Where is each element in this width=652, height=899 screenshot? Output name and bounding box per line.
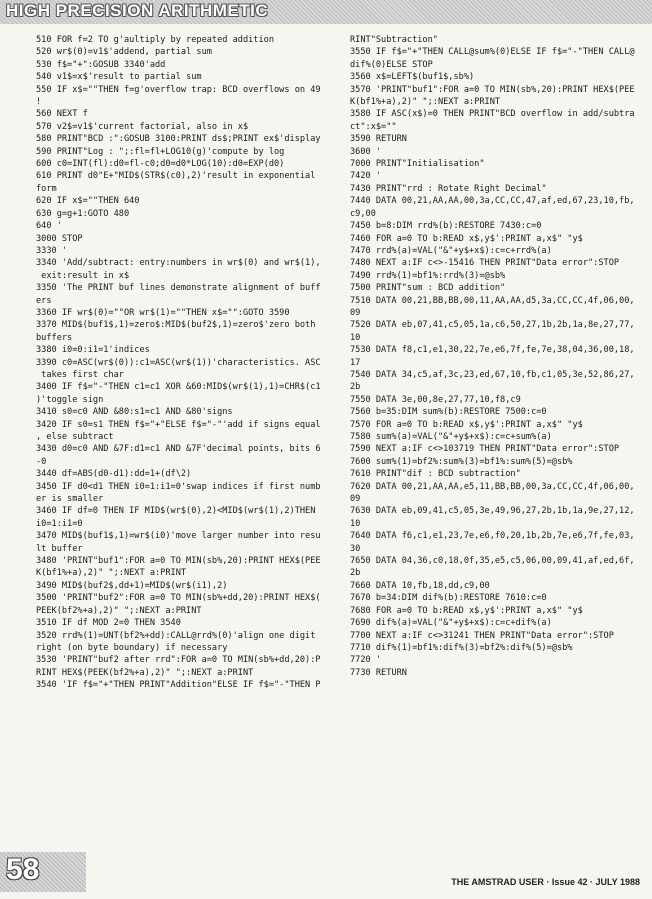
code-line: 7510 DATA 00,21,BB,BB,00,11,AA,AA,d5,3a,CC,CC,4f,06,00, [350,295,635,306]
code-line: 3480 'PRINT"buf1":FOR a=0 TO MIN(sb%,20):PRINT HEX$(PEE [36,556,321,567]
code-line: dif%(0)ELSE STOP [350,59,433,70]
code-line: 7530 DATA f8,c1,e1,30,22,7e,e6,7f,fe,7e,38,04,36,00,18, [350,345,635,356]
code-line: 3370 MID$(buf1$,1)=zero$:MID$(buf2$,1)=zero$'zero both [36,320,316,331]
code-line: 3530 'PRINT"buf2 after rrd":FOR a=0 TO MIN(sb%+dd,20):P [36,655,321,666]
code-line: 09 [350,494,361,505]
code-line: 7480 NEXT a:IF c<>-15416 THEN PRINT"Data error":STOP [350,258,620,269]
code-line: 7430 PRINT"rrd : Rotate Right Decimal" [350,183,547,194]
code-line: 3600 ' [350,146,382,157]
code-line: 640 ' [36,221,62,232]
code-line: 7420 ' [350,171,382,182]
code-line: 590 PRINT"Log : ";:fl=fl+LOG10(g)'compute by log [36,146,285,157]
code-line: 3450 IF d0<d1 THEN i0=1:i1=0'swap indices if first numb [36,481,321,492]
code-line: 510 FOR f=2 TO g'aultiply by repeated addition [36,35,274,45]
code-line: 7460 FOR a=0 TO b:READ x$,y$':PRINT a,x$" "y$ [350,233,583,244]
code-line: -0 [36,456,47,467]
code-line: right (on byte boundary) if necessary [36,642,228,653]
code-line: 3340 'Add/subtract: entry:numbers in wr$(0) and wr$(1), [36,258,321,269]
code-line: 7670 b=34:DIM dif%(b):RESTORE 7610:c=0 [350,593,547,604]
code-line: 3420 IF s0=s1 THEN f$="+"ELSE f$="-"'add if signs equal [36,419,321,430]
code-line: 3380 i0=0:i1=1'indices [36,345,150,356]
code-line: 7630 DATA eb,09,41,c5,05,3e,49,96,27,2b,1b,1a,9e,27,12, [350,506,635,517]
code-line: K(bf1%+a),2)" ";:NEXT a:PRINT [36,568,187,579]
code-line: 3430 d0=c0 AND &7F:d1=c1 AND &7F'decimal points, bits 6 [36,444,321,455]
code-line: 7730 RETURN [350,667,407,678]
code-line: 7600 sum%(1)=bf2%:sum%(3)=bf1%:sum%(5)=@sb% [350,456,573,467]
code-line: exit:result in x$ [36,270,130,281]
page-number: 58 [6,853,40,886]
code-line: 3330 ' [36,245,68,256]
listing-column-left [36,34,336,692]
code-line: 610 PRINT d0"E+"MID$(STR$(c0),2)'result in exponential [36,171,316,182]
code-line: 7550 DATA 3e,00,8e,27,77,10,f8,c9 [350,394,521,405]
code-line: , else subtract [36,432,114,442]
code-line: 620 IF x$=""THEN 640 [36,196,140,207]
code-line: ers [36,295,52,306]
code-line: 7640 DATA f6,c1,e1,23,7e,e6,f0,20,1b,2b,7e,e6,7f,fe,03, [350,531,635,542]
code-line: 7450 b=8:DIM rrd%(b):RESTORE 7430:c=0 [350,221,542,232]
code-line: 3540 'IF f$="+"THEN PRINT"Addition"ELSE IF f$="-"THEN P [36,680,321,691]
code-line: 7700 NEXT a:IF c<>31241 THEN PRINT"Data error":STOP [350,630,614,641]
code-line: 570 v2$=v1$'current factorial, also in x$ [36,121,249,132]
code-line: lt buffer [36,543,83,554]
code-line: 7000 PRINT"Initialisation" [350,159,485,170]
code-line: 3460 IF df=0 THEN IF MID$(wr$(0),2)<MID$(wr$(1),2)THEN [36,506,316,517]
code-line: 7660 DATA 10,fb,18,dd,c9,00 [350,580,490,591]
code-line: ! [36,97,42,108]
code-line: 7540 DATA 34,c5,af,3c,23,ed,67,10,fb,c1,05,3e,52,86,27, [350,369,635,380]
code-line: 3470 MID$(buf1$,1)=wr$(i0)'move larger number into resu [36,531,321,542]
code-line: 630 g=g+1:GOTO 480 [36,208,130,219]
code-line: 550 IF x$=""THEN f=g'overflow trap: BCD overflows on 49 [36,84,321,95]
code-line: 3570 'PRINT"buf1":FOR a=0 TO MIN(sb%,20):PRINT HEX$(PEE [350,84,635,95]
code-line: 2b [350,568,361,579]
code-line: 3410 s0=c0 AND &80:s1=c1 AND &80'signs [36,407,233,418]
code-line: 540 v1$=x$'result to partial sum [36,72,202,83]
code-line: 3560 x$=LEFT$(buf1$,sb%) [350,72,475,83]
code-line: 7470 rrd%(a)=VAL("&"+y$+x$):c=c+rrd%(a) [350,245,552,256]
code-line: 3520 rrd%(1)=UNT(bf2%+dd):CALL@rrd%(0)'align one digit [36,630,316,641]
code-line: 09 [350,307,361,318]
code-line: 10 [350,332,361,343]
code-line: ct":x$="" [350,121,397,132]
code-line: PEEK(bf2%+a),2)" ";:NEXT a:PRINT [36,605,202,616]
code-line: 3360 IF wr$(0)=""OR wr$(1)=""THEN x$="":GOTO 3590 [36,307,290,318]
code-line: 530 f$="+":GOSUB 3340'add [36,59,166,70]
code-line: 3590 RETURN [350,134,407,145]
code-line: 7500 PRINT"sum : BCD addition" [350,283,506,294]
code-line: 3490 MID$(buf2$,dd+1)=MID$(wr$(i1),2) [36,580,228,591]
code-line: 10 [350,518,361,529]
code-line: 17 [350,357,361,368]
code-line: 30 [350,543,361,554]
code-line: 7560 b=35:DIM sum%(b):RESTORE 7500:c=0 [350,407,547,418]
code-line: 3390 c0=ASC(wr$(0)):c1=ASC(wr$(1))'characteristics. ASC [36,357,321,368]
code-line: 3580 IF ASC(x$)=0 THEN PRINT"BCD overflow in add/subtra [350,109,635,120]
publication-footer: THE AMSTRAD USER · Issue 42 · JULY 1988 [451,877,640,887]
code-line: c9,00 [350,208,376,219]
code-line: 7570 FOR a=0 TO b:READ x$,y$':PRINT a,x$" "y$ [350,419,583,430]
code-line: 7710 dif%(1)=bf1%:dif%(3)=bf2%:dif%(5)=@sb% [350,642,573,653]
code-line: 600 c0=INT(fl):d0=fl-c0;d0=d0*LOG(10):d0=EXP(d0) [36,159,285,170]
code-line: 7490 rrd%(1)=bf1%:rrd%(3)=@sb% [350,270,506,281]
code-line: 560 NEXT f [36,109,88,120]
code-line: 7680 FOR a=0 TO b:READ x$,y$':PRINT a,x$" "y$ [350,605,583,616]
code-line: 7440 DATA 00,21,AA,AA,00,3a,CC,CC,47,af,ed,67,23,10,fb, [350,196,635,207]
code-line: buffers [36,332,73,343]
page-title: HIGH PRECISION ARITHMETIC [6,1,269,20]
code-line: form [36,183,57,194]
code-line: 3350 'The PRINT buf lines demonstrate alignment of buff [36,283,321,294]
code-line: 3500 'PRINT"buf2":FOR a=0 TO MIN(sb%+dd,20):PRINT HEX$( [36,593,321,604]
listing-column-right [350,34,646,679]
code-line: 3000 STOP [36,233,83,244]
code-line: 7590 NEXT a:IF c<>103719 THEN PRINT"Data error":STOP [350,444,620,455]
code-line: 7580 sum%(a)=VAL("&"+y$+x$):c=c+sum%(a) [350,432,552,442]
code-line: 7610 PRINT"dif : BCD subtraction" [350,469,521,480]
code-line: 7520 DATA eb,07,41,c5,05,1a,c6,50,27,1b,2b,1a,8e,27,77, [350,320,635,331]
code-line: 7650 DATA 04,36,c0,18,0f,35,e5,c5,06,00,09,41,af,ed,6f, [350,556,635,567]
code-line: er is smaller [36,494,104,505]
code-line: 3440 df=ABS(d0-d1):dd=1+(df\2) [36,469,192,480]
code-line: 2b [350,382,361,393]
code-line: 3510 IF df MOD 2=0 THEN 3540 [36,618,181,629]
code-line: 7620 DATA 00,21,AA,AA,e5,11,BB,BB,00,3a,CC,CC,4f,06,00, [350,481,635,492]
code-line: 7690 dif%(a)=VAL("&"+y$+x$):c=c+dif%(a) [350,618,552,629]
code-line: RINT HEX$(PEEK(bf2%+a),2)" ";:NEXT a:PRINT [36,667,254,678]
code-line: 3550 IF f$="+"THEN CALL@sum%(0)ELSE IF f$="-"THEN CALL@ [350,47,635,58]
code-line: i0=1:i1=0 [36,518,83,529]
code-line: 520 wr$(0)=v1$'addend, partial sum [36,47,212,58]
code-line: RINT"Subtraction" [350,35,438,45]
code-line: 7720 ' [350,655,382,666]
code-line: takes first char [36,369,124,380]
code-line: 3400 IF f$="-"THEN c1=c1 XOR &60:MID$(wr$(1),1)=CHR$(c1 [36,382,321,393]
code-line: K(bf1%+a),2)" ";:NEXT a:PRINT [350,97,501,108]
code-line: 580 PRINT"BCD :":GOSUB 3100:PRINT ds$;PRINT ex$'display [36,134,321,145]
code-line: )'toggle sign [36,394,104,405]
